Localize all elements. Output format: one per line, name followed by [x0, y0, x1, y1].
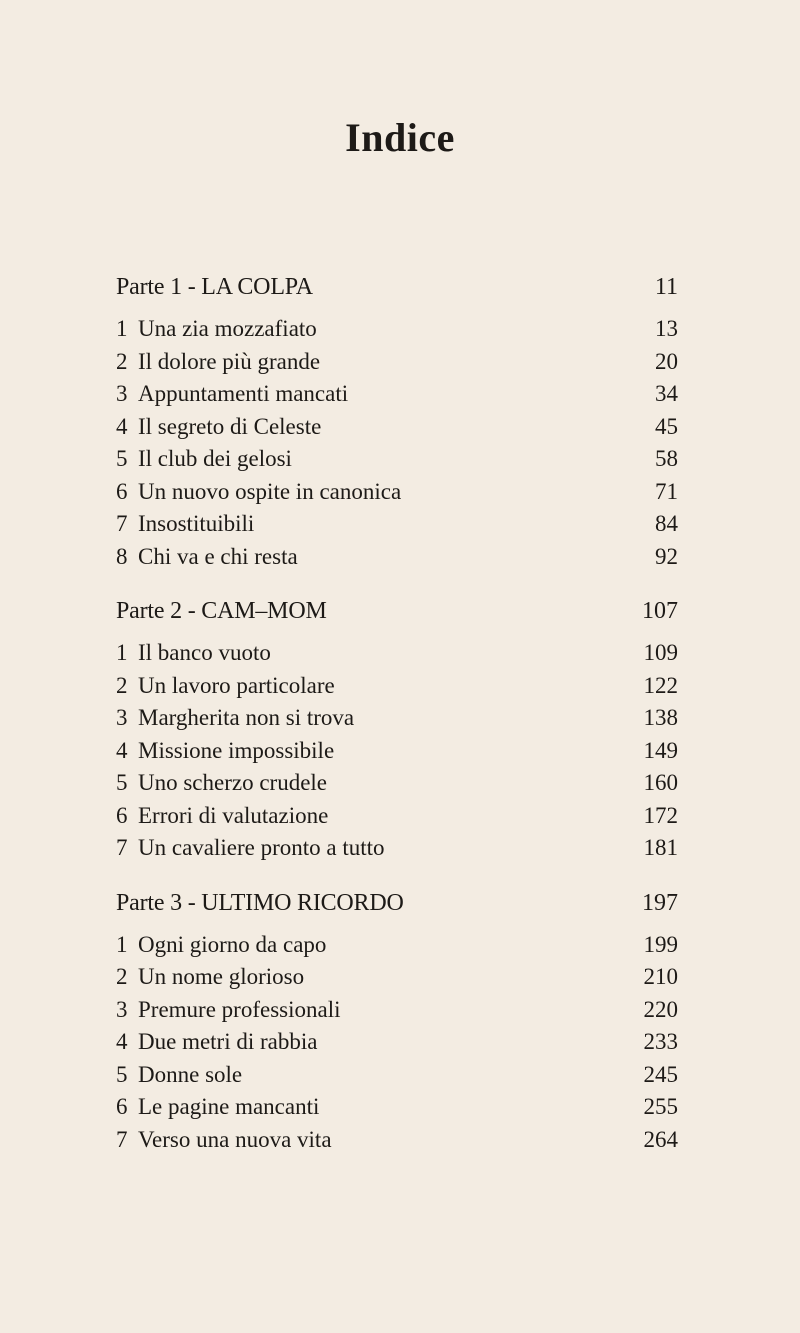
page-title: Indice	[345, 115, 455, 160]
part-title: Parte 3 - ULTIMO RICORDO	[116, 889, 404, 916]
part-page-number: 11	[654, 274, 678, 300]
toc-part-2	[116, 594, 678, 865]
chapter-page-number: 34	[655, 381, 678, 406]
chapter-number: 2	[116, 348, 128, 374]
chapter-number: 4	[116, 737, 128, 763]
chapter-page-number: 58	[655, 446, 678, 471]
chapter-entry	[116, 832, 678, 865]
chapter-title: Il banco vuoto	[138, 640, 271, 665]
part-page-number: 197	[642, 889, 678, 916]
chapter-entry	[116, 313, 678, 346]
chapter-entry	[116, 346, 678, 379]
chapter-title: Un lavoro particolare	[138, 672, 335, 698]
chapter-entry	[116, 961, 678, 994]
chapter-number: 8	[116, 543, 128, 569]
chapter-page-number: 181	[643, 835, 678, 860]
toc-part-1	[116, 270, 678, 573]
part-title: Parte 1 - LA COLPA	[116, 274, 313, 300]
chapter-entry	[116, 508, 678, 541]
part-page-number: 107	[642, 598, 678, 624]
chapter-entry	[116, 800, 678, 833]
chapter-page-number: 160	[643, 770, 678, 795]
chapter-title: Verso una nuova vita	[138, 1126, 332, 1152]
chapter-number: 4	[116, 413, 128, 439]
chapter-page-number: 210	[643, 964, 678, 989]
chapter-page-number: 264	[643, 1126, 678, 1152]
chapter-number: 3	[116, 705, 128, 730]
chapter-number: 6	[116, 802, 128, 828]
chapter-number: 2	[116, 672, 128, 698]
chapter-title: Il segreto di Celeste	[138, 413, 322, 439]
part-heading	[116, 594, 678, 628]
chapter-page-number: 45	[655, 413, 678, 439]
chapter-number: 7	[116, 835, 128, 860]
chapter-page-number: 233	[643, 1029, 678, 1054]
chapter-page-number: 220	[643, 996, 678, 1022]
chapter-page-number: 138	[643, 705, 678, 730]
chapter-entry	[116, 1026, 678, 1059]
chapter-number: 1	[116, 931, 128, 957]
chapter-title: Insostituibili	[138, 511, 255, 536]
chapter-entry	[116, 541, 678, 574]
chapter-page-number: 255	[643, 1094, 678, 1119]
chapter-title: Uno scherzo crudele	[138, 770, 328, 795]
chapter-page-number: 13	[655, 316, 678, 341]
chapter-title: Errori di valutazione	[138, 802, 329, 828]
chapter-number: 2	[116, 964, 128, 989]
chapter-title: Una zia mozzafiato	[138, 316, 317, 341]
chapter-entry	[116, 735, 678, 768]
chapter-page-number: 149	[643, 737, 678, 763]
chapter-entry	[116, 1124, 678, 1157]
chapter-entry	[116, 767, 678, 800]
chapter-number: 5	[116, 770, 128, 795]
chapter-title: Due metri di rabbia	[138, 1029, 318, 1054]
chapter-entry	[116, 929, 678, 962]
chapter-title: Il club dei gelosi	[138, 446, 292, 471]
chapter-title: Le pagine mancanti	[138, 1094, 320, 1119]
chapter-page-number: 199	[643, 931, 678, 957]
chapter-number: 5	[116, 446, 128, 471]
chapter-entry	[116, 411, 678, 444]
chapter-entry	[116, 1091, 678, 1124]
chapter-entry	[116, 994, 678, 1027]
part-heading	[116, 270, 678, 304]
chapter-number: 6	[116, 478, 128, 504]
chapter-number: 1	[116, 640, 128, 665]
chapter-title: Ogni giorno da capo	[138, 931, 327, 957]
chapter-title: Il dolore più grande	[138, 348, 321, 374]
chapter-page-number: 122	[643, 672, 678, 698]
chapter-title: Un cavaliere pronto a tutto	[138, 835, 385, 860]
chapter-title: Chi va e chi resta	[138, 543, 298, 569]
chapter-title: Missione impossibile	[138, 737, 335, 763]
part-title: Parte 2 - CAM–MOM	[116, 598, 327, 624]
chapter-entry	[116, 1059, 678, 1092]
chapter-page-number: 172	[643, 802, 678, 828]
chapter-number: 3	[116, 996, 128, 1022]
chapter-title: Premure professionali	[138, 996, 341, 1022]
chapter-page-number: 92	[655, 543, 678, 569]
toc-part-3	[116, 886, 678, 1157]
table-of-contents	[116, 270, 678, 1177]
chapter-number: 7	[116, 1126, 128, 1152]
chapter-number: 6	[116, 1094, 128, 1119]
chapter-number: 4	[116, 1029, 128, 1054]
chapter-title: Appuntamenti mancati	[138, 381, 349, 406]
chapter-page-number: 109	[643, 640, 678, 665]
chapter-page-number: 245	[643, 1061, 678, 1087]
chapter-number: 7	[116, 511, 128, 536]
chapter-entry	[116, 702, 678, 735]
chapter-entry	[116, 443, 678, 476]
part-heading	[116, 886, 678, 920]
chapter-title: Un nuovo ospite in canonica	[138, 478, 402, 504]
chapter-number: 5	[116, 1061, 128, 1087]
chapter-title: Un nome glorioso	[138, 964, 305, 989]
chapter-entry	[116, 670, 678, 703]
chapter-title: Margherita non si trova	[138, 705, 355, 730]
chapter-page-number: 71	[655, 478, 678, 504]
chapter-entry	[116, 378, 678, 411]
chapter-page-number: 20	[655, 348, 678, 374]
chapter-page-number: 84	[655, 511, 678, 536]
chapter-entry	[116, 637, 678, 670]
chapter-number: 1	[116, 316, 128, 341]
chapter-title: Donne sole	[138, 1061, 243, 1087]
chapter-entry	[116, 476, 678, 509]
chapter-number: 3	[116, 381, 128, 406]
